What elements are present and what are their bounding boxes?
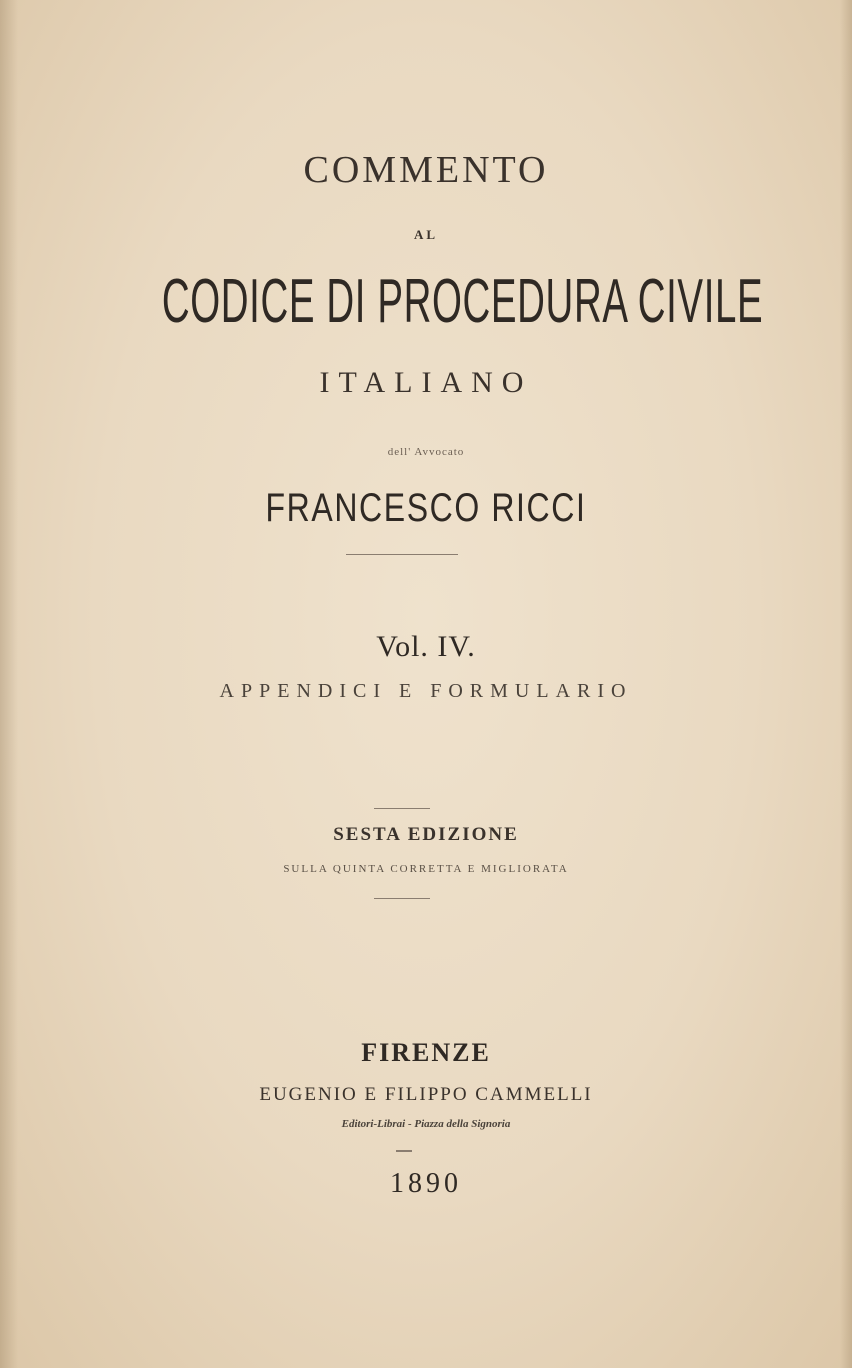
publication-city: FIRENZE <box>361 1038 491 1067</box>
volume-subtitle: APPENDICI E FORMULARIO <box>219 680 633 702</box>
volume-number: Vol. IV. <box>376 630 476 663</box>
edition: SESTA EDIZIONE <box>333 824 519 845</box>
edition-rule-bottom <box>374 898 430 899</box>
publisher-address: Editori-Librai - Piazza della Signoria <box>341 1118 511 1130</box>
main-title: CODICE DI PROCEDURA CIVILE <box>161 267 764 336</box>
author-prefix: dell' Avvocato <box>387 446 465 458</box>
year-rule <box>396 1150 412 1152</box>
title-italiano: ITALIANO <box>319 366 533 399</box>
edition-note: SULLA QUINTA CORRETTA E MIGLIORATA <box>283 863 569 875</box>
title-commento: COMMENTO <box>303 149 549 191</box>
author-name: FRANCESCO RICCI <box>265 486 587 530</box>
title-al: AL <box>413 227 439 242</box>
edition-rule-top <box>374 808 430 809</box>
author-divider <box>346 554 458 555</box>
publisher: EUGENIO E FILIPPO CAMMELLI <box>259 1084 593 1105</box>
publication-year: 1890 <box>390 1168 462 1199</box>
